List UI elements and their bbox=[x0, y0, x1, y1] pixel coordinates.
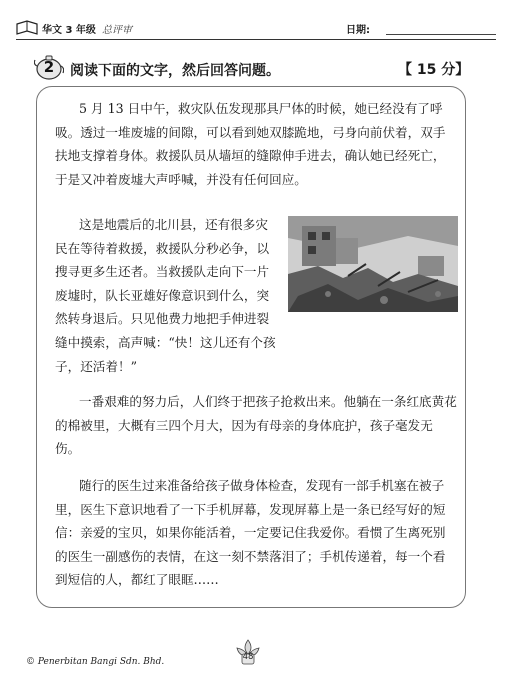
date-blank-line bbox=[386, 34, 496, 35]
copyright-notice: © Penerbitan Bangi Sdn. Bhd. bbox=[26, 657, 165, 667]
passage-paragraph: 随行的医生过来准备给孩子做身体检查，发现有一部手机塞在被子里，医生下意识地看了一下手机屏幕，发现屏幕上是一条已经写好的短信：亲爱的宝贝，如果你能活着，一定要记住我爱你。看惯了生离死别的医生一副感伤的表情，在这一刻不禁落泪了；手机传递着，每一个看到短信的人，都红了眼眶…… bbox=[55, 478, 446, 588]
workbook-subtitle: 总评审 bbox=[102, 25, 132, 36]
question-number-badge bbox=[34, 54, 64, 80]
question-marks: 【 15 分】 bbox=[398, 62, 470, 78]
question-instruction: 阅读下面的文字，然后回答问题。 bbox=[70, 63, 280, 79]
question-number: 2 bbox=[43, 58, 55, 76]
passage-paragraph: 5 月 13 日中午，救灾队伍发现那具尸体的时候，她已经没有了呼吸。透过一堆废墟的间隙，可以看到她双膝跪地，弓身向前伏着，双手扶地支撑着身体。救援队员从墙垣的缝隙伸手进去，确认她已经死亡，于是又冲着废墟大声呼喊，并没有任何回应。 bbox=[55, 101, 446, 187]
page-number: 48 bbox=[242, 652, 254, 662]
date-label: 日期: bbox=[346, 25, 370, 36]
page-header bbox=[16, 18, 496, 40]
passage-paragraph: 一番艰难的努力后，人们终于把孩子抢救出来。他躺在一条红底黄花的棉被里，大概有三四个月大，因为有母亲的身体庇护，孩子毫发无伤。 bbox=[55, 394, 457, 457]
earthquake-ruins-photo bbox=[288, 216, 458, 312]
passage-paragraph: 这是地震后的北川县，还有很多灾民在等待着救援，救援队分秒必争，以搜寻更多生还者。当救援队走向下一片废墟时，队长亚雄好像意识到什么，突然转身退后。只见他费力地把手伸进裂缝中摸索，高声喊：“快！这儿还有个孩子，还活着！” bbox=[55, 217, 276, 374]
workbook-title: 华文 3 年级 bbox=[42, 25, 96, 36]
book-icon bbox=[16, 20, 38, 36]
header-divider bbox=[16, 39, 496, 40]
